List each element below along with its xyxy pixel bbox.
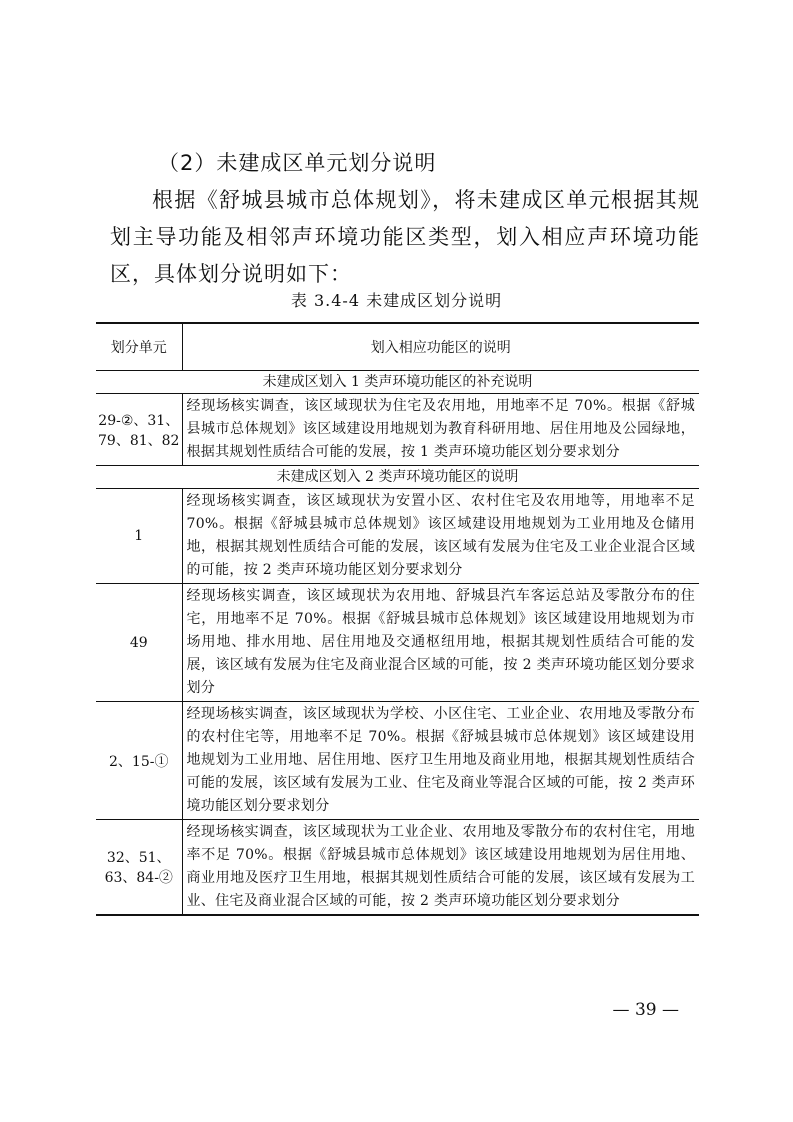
header-desc: 划入相应功能区的说明 [182, 323, 699, 371]
group-row [96, 371, 699, 394]
table-row [96, 489, 699, 584]
group-row [96, 466, 699, 489]
table-row [96, 702, 699, 820]
row-desc: 经现场核实调查，该区域现状为农用地、舒城县汽车客运总站及零散分布的住宅，用地率不足 70%。根据《舒城县城市总体规划》该区域建设用地规划为市场用地、排水用地、居住用地及交通枢纽用地，根据其规划性质结合可能的发展，该区域有发展为住宅及商业混合区域的可能，按 2 类声环境功能区划分要求划分 [182, 584, 699, 702]
row-desc: 经现场核实调查，该区域现状为学校、小区住宅、工业企业、农用地及零散分布的农村住宅等，用地率不足 70%。根据《舒城县城市总体规划》该区域建设用地规划为工业用地、居住用地、医疗卫生用地及商业用地，根据其规划性质结合可能的发展，该区域有发展为工业、住宅及商业等混合区域的可能，按 2 类声环境功能区划分要求划分 [182, 702, 699, 820]
row-desc: 经现场核实调查，该区域现状为安置小区、农村住宅及农用地等，用地率不足 70%。根据《舒城县城市总体规划》该区域建设用地规划为工业用地及仓储用地，根据其规划性质结合可能的发展，该区域有发展为住宅及工业企业混合区域的可能，按 2 类声环境功能区划分要求划分 [182, 489, 699, 584]
group-title-class2: 未建成区划入 2 类声环境功能区的说明 [96, 466, 699, 489]
table-caption: 表 3.4-4 未建成区划分说明 [290, 291, 503, 310]
row-desc: 经现场核实调查，该区域现状为住宅及农用地，用地率不足 70%。根据《舒城县城市总体规划》该区域建设用地规划为教育科研用地、居住用地及公园绿地，根据其规划性质结合可能的发展，按 1 类声环境功能区划分要求划分 [182, 394, 699, 466]
table-row [96, 820, 699, 916]
row-unit: 1 [96, 489, 182, 584]
intro-paragraph: 根据《舒城县城市总体规划》，将未建成区单元根据其规划主导功能及相邻声环境功能区类型，划入相应声环境功能区，具体划分说明如下： [110, 188, 700, 286]
row-desc: 经现场核实调查，该区域现状为工业企业、农用地及零散分布的农村住宅，用地率不足 70%。根据《舒城县城市总体规划》该区域建设用地规划为居住用地、商业用地及医疗卫生用地，根据其规划性质结合可能的发展，该区域有发展为工业、住宅及商业混合区域的可能，按 2 类声环境功能区划分要求划分 [182, 820, 699, 916]
header-unit: 划分单元 [96, 323, 182, 371]
group-title-class1: 未建成区划入 1 类声环境功能区的补充说明 [96, 371, 699, 394]
row-unit: 32、51、63、84-② [96, 820, 182, 916]
row-unit: 49 [96, 584, 182, 702]
section-heading: （2）未建成区单元划分说明 [158, 151, 437, 175]
table-row [96, 584, 699, 702]
division-table [96, 322, 699, 916]
page-number: — 39 — [612, 1000, 679, 1020]
table-row [96, 394, 699, 466]
row-unit: 2、15-① [96, 702, 182, 820]
row-unit: 29-②、31、79、81、82 [96, 394, 182, 466]
table-header-row [96, 323, 699, 371]
